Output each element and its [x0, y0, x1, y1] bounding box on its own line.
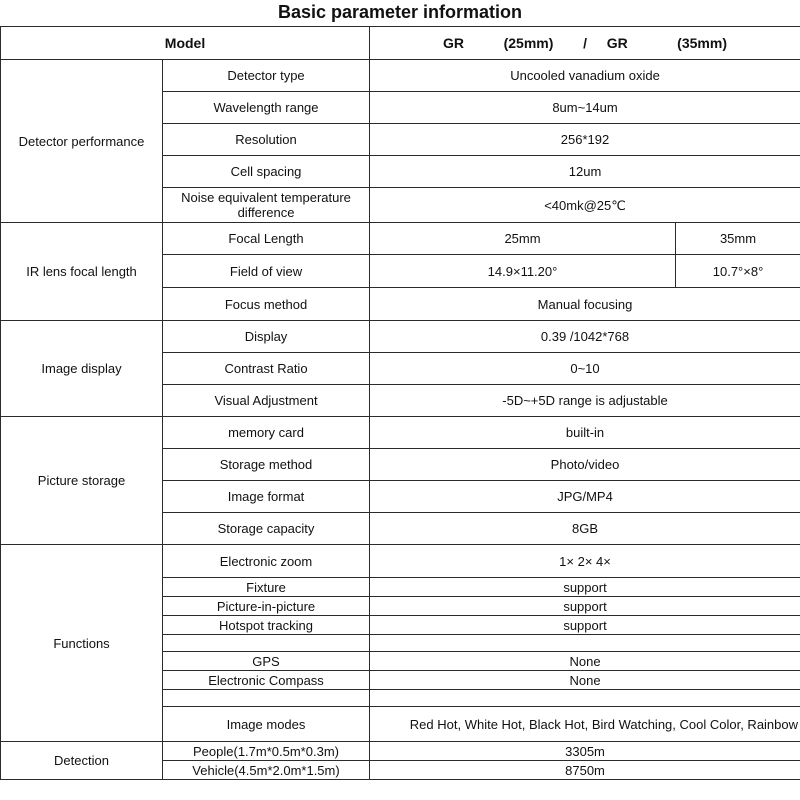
param-value: Manual focusing	[370, 288, 800, 321]
category-picture-storage: Picture storage	[1, 417, 163, 545]
param-label: Resolution	[163, 124, 370, 156]
param-value: support	[370, 597, 800, 616]
param-label: Image format	[163, 481, 370, 513]
param-label: Image modes	[163, 707, 370, 742]
param-value-35mm: 10.7°×8°	[676, 255, 800, 288]
table-row	[1, 321, 800, 353]
param-label: Vehicle(4.5m*2.0m*1.5m)	[163, 761, 370, 780]
param-label: Storage capacity	[163, 513, 370, 545]
param-label: Cell spacing	[163, 156, 370, 188]
param-label: Electronic Compass	[163, 671, 370, 690]
category-image-display: Image display	[1, 321, 163, 417]
param-value: Photo/video	[370, 449, 800, 481]
param-label: Visual Adjustment	[163, 385, 370, 417]
param-label: memory card	[163, 417, 370, 449]
param-value: 12um	[370, 156, 800, 188]
param-label: Fixture	[163, 578, 370, 597]
param-label: Hotspot tracking	[163, 616, 370, 635]
param-value: 1× 2× 4×	[370, 545, 800, 578]
param-label	[163, 690, 370, 707]
param-value: -5D~+5D range is adjustable	[370, 385, 800, 417]
model-label: Model	[1, 27, 370, 60]
param-label: Storage method	[163, 449, 370, 481]
param-value: <40mk@25℃	[370, 188, 800, 223]
param-label: Display	[163, 321, 370, 353]
category-ir-lens: IR lens focal length	[1, 223, 163, 321]
param-value: None	[370, 671, 800, 690]
model-values: GR (25mm) / GR (35mm)	[370, 27, 800, 60]
param-value: support	[370, 616, 800, 635]
param-value-25mm: 25mm	[370, 223, 676, 255]
param-value	[370, 635, 800, 652]
table-row	[1, 417, 800, 449]
table-header-row	[1, 27, 800, 60]
table-row	[1, 742, 800, 761]
param-value: 8GB	[370, 513, 800, 545]
param-value	[370, 690, 800, 707]
param-label: GPS	[163, 652, 370, 671]
param-value: 8750m	[370, 761, 800, 780]
param-value: 256*192	[370, 124, 800, 156]
param-label: Contrast Ratio	[163, 353, 370, 385]
param-label: Field of view	[163, 255, 370, 288]
param-label: People(1.7m*0.5m*0.3m)	[163, 742, 370, 761]
table-row	[1, 60, 800, 92]
table-row	[1, 223, 800, 255]
param-label	[163, 635, 370, 652]
spec-table	[0, 26, 800, 780]
param-label: Wavelength range	[163, 92, 370, 124]
param-value: support	[370, 578, 800, 597]
param-value: 3305m	[370, 742, 800, 761]
param-label: Focal Length	[163, 223, 370, 255]
param-label: Focus method	[163, 288, 370, 321]
param-label: Noise equivalent temperature difference	[163, 188, 370, 223]
category-detection: Detection	[1, 742, 163, 780]
param-value-25mm: 14.9×11.20°	[370, 255, 676, 288]
param-value: built-in	[370, 417, 800, 449]
param-value: JPG/MP4	[370, 481, 800, 513]
table-row	[1, 545, 800, 578]
param-value: None	[370, 652, 800, 671]
param-label: Electronic zoom	[163, 545, 370, 578]
page-title: Basic parameter information	[277, 2, 523, 22]
category-detector-performance: Detector performance	[1, 60, 163, 223]
param-value: 0~10	[370, 353, 800, 385]
category-functions: Functions	[1, 545, 163, 742]
param-value: 0.39 /1042*768	[370, 321, 800, 353]
param-value-35mm: 35mm	[676, 223, 800, 255]
param-label: Picture-in-picture	[163, 597, 370, 616]
param-value: 8um~14um	[370, 92, 800, 124]
param-label: Detector type	[163, 60, 370, 92]
param-value: Uncooled vanadium oxide	[370, 60, 800, 92]
param-value: Red Hot, White Hot, Black Hot, Bird Watching, Cool Color, Rainbow	[370, 707, 800, 742]
